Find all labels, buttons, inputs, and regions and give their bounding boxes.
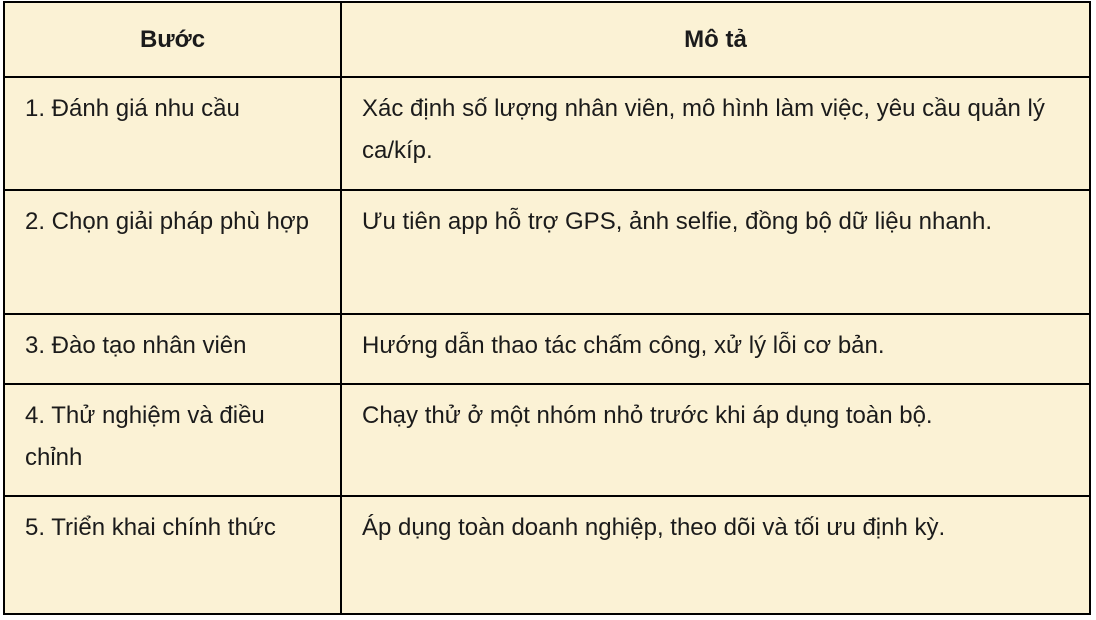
column-header-step: Bước [4,2,341,77]
table-body [4,77,1090,614]
table-row [4,496,1090,614]
description-cell: Chạy thử ở một nhóm nhỏ trước khi áp dụng toàn bộ. [341,384,1090,496]
description-cell: Áp dụng toàn doanh nghiệp, theo dõi và tối ưu định kỳ. [341,496,1090,614]
description-cell: Xác định số lượng nhân viên, mô hình làm việc, yêu cầu quản lý ca/kíp. [341,77,1090,190]
step-cell: 3. Đào tạo nhân viên [4,314,341,384]
column-header-description: Mô tả [341,2,1090,77]
step-cell: 4. Thử nghiệm và điều chỉnh [4,384,341,496]
table-header [4,2,1090,77]
table-row [4,314,1090,384]
header-row [4,2,1090,77]
table-row [4,190,1090,314]
steps-table [3,1,1091,615]
description-cell: Hướng dẫn thao tác chấm công, xử lý lỗi cơ bản. [341,314,1090,384]
table-row [4,77,1090,190]
table-row [4,384,1090,496]
step-cell: 2. Chọn giải pháp phù hợp [4,190,341,314]
description-cell: Ưu tiên app hỗ trợ GPS, ảnh selfie, đồng bộ dữ liệu nhanh. [341,190,1090,314]
step-cell: 1. Đánh giá nhu cầu [4,77,341,190]
step-cell: 5. Triển khai chính thức [4,496,341,614]
